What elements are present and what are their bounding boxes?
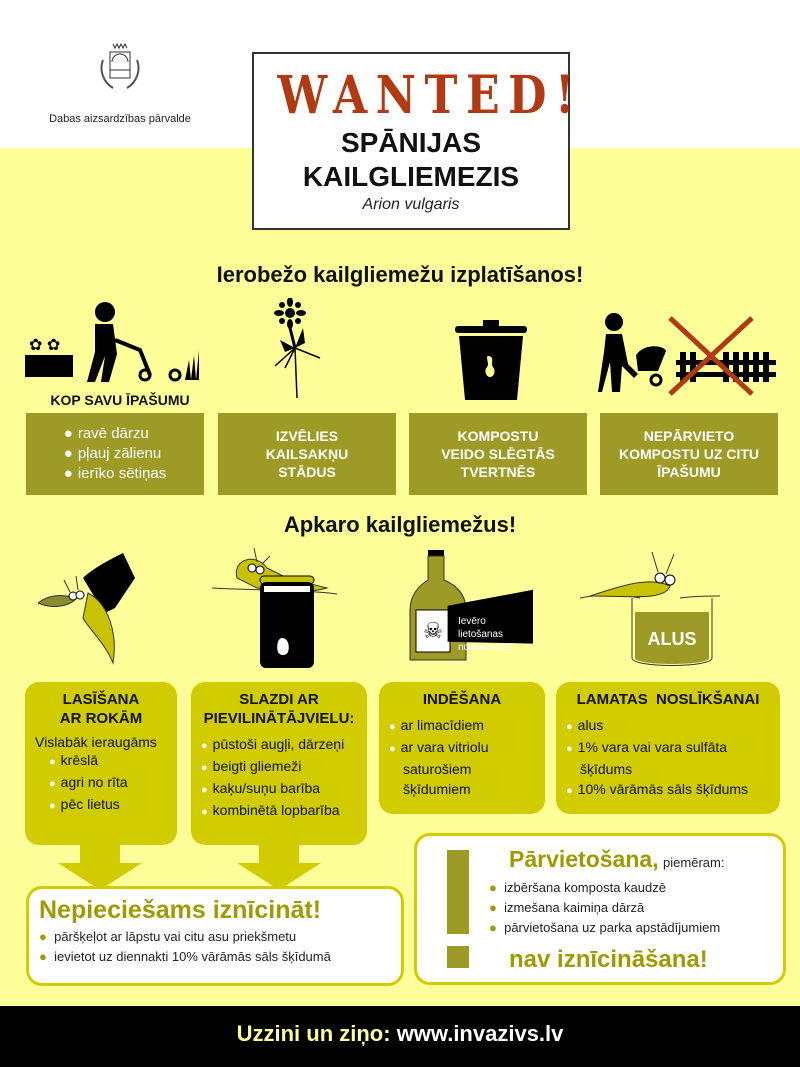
bare-root-plant-icon: [265, 298, 335, 403]
down-arrow-icon: [237, 845, 322, 890]
relocation-item: ● izmešana kaimiņa dārzā: [489, 900, 645, 915]
footer-prefix: Uzzini un ziņo:: [236, 1021, 391, 1046]
card-item: saturošiem: [403, 761, 472, 777]
property-tip: ● ravē dārzu: [64, 424, 166, 444]
lawn-mowing-icon: [25, 300, 200, 385]
down-arrow-icon: [58, 845, 143, 890]
card-item: ● kaķu/suņu barība: [201, 778, 357, 800]
box-line: KOMPOSTU UZ CITU: [619, 446, 759, 462]
hand-picking-slug-icon: [38, 548, 163, 668]
no-relocate-compost-box: [600, 413, 778, 495]
latin-name: Arion vulgaris: [362, 196, 460, 213]
poisoning-card: [379, 682, 545, 814]
species-name-2: KAILGLIEMEZIS: [302, 161, 520, 192]
card-title: LAMATAS NOSLĪKŠANAI: [576, 691, 760, 708]
control-heading: Apkaro kailgliemežus!: [283, 512, 517, 537]
card-title: SLAZDI AR: [239, 691, 319, 708]
card-item: ● ar limacīdiem: [389, 715, 535, 737]
coat-of-arms-icon: [95, 40, 145, 100]
card-item: ● pūstoši augļi, dārzeņi: [201, 734, 357, 756]
box-line: ĪPAŠUMU: [657, 464, 721, 480]
card-item: šķīdums: [580, 761, 633, 777]
card-title: INDĒŠANA: [422, 691, 502, 708]
box-line: IZVĒLIES: [275, 428, 339, 444]
box-line: NEPĀRVIETO: [643, 428, 735, 444]
prevent-heading: Ierobežo kailgliemežu izplatīšanos!: [216, 262, 584, 287]
box-line: STĀDUS: [278, 464, 336, 480]
wanted-title: WANTED!: [277, 65, 583, 126]
closed-compost-box: [409, 413, 587, 495]
card-item: ● krēslā: [49, 750, 167, 772]
card-item: ● 10% vārāmās sāls šķīdums: [566, 779, 770, 801]
property-tip: ● ierīko sētiņas: [64, 464, 166, 484]
box-line: KAILSAKŅU: [265, 446, 349, 462]
destroy-item: ● pāršķeļot ar lāpstu vai citu asu priekšmetu: [39, 929, 297, 944]
card-item: ● alus: [566, 715, 770, 737]
card-item: ● kombinētā lopbarība: [201, 800, 357, 822]
card-intro: Vislabāk ieraugāms: [35, 734, 157, 750]
property-label: KOP SAVU ĪPAŠUMU: [50, 392, 190, 408]
compost-bin-icon: [455, 318, 530, 403]
poison-label-line: Ievēro: [458, 616, 486, 627]
relocation-title-suffix: piemēram:: [663, 855, 725, 870]
poison-label-line: lietošanas: [458, 629, 504, 640]
relocation-box: [414, 833, 786, 985]
drowning-trap-card: [556, 682, 780, 814]
no-moving-compost-icon: [598, 310, 780, 400]
bare-root-box: [218, 413, 396, 495]
card-item: ● pēc lietus: [49, 794, 167, 816]
relocation-title: Pārvietošana,: [509, 846, 659, 872]
svg-text:☠: ☠: [423, 618, 443, 643]
beer-trap-icon: [580, 548, 725, 668]
species-name-1: SPĀNIJAS: [340, 127, 482, 158]
footer-link[interactable]: www.invazivs.lv: [396, 1021, 564, 1046]
card-item: ● 1% vara vai vara sulfāta: [566, 737, 770, 759]
destroy-box: [26, 886, 404, 986]
relocation-item: ● izbēršana komposta kaudzē: [489, 880, 666, 895]
card-item: šķīdumiem: [403, 781, 471, 797]
destroy-title: Nepieciešams iznīcināt!: [39, 896, 322, 924]
card-item: ● ar vara vitriolu: [389, 737, 535, 759]
footer-banner: [0, 1006, 800, 1067]
org-name: Dabas aizsardzības pārvalde: [49, 113, 191, 125]
box-line: VEIDO SLĒGTĀS: [441, 446, 555, 462]
hand-picking-card: [25, 682, 177, 845]
card-title: PIEVILINĀTĀJVIELU:: [203, 710, 355, 727]
svg-text:✿ ✿: ✿ ✿: [29, 337, 61, 354]
card-item: ● beigti gliemeži: [201, 756, 357, 778]
poison-label-line: noteikumus!: [458, 642, 512, 653]
card-title: AR ROKĀM: [59, 710, 143, 727]
poison-bottle-icon: [408, 550, 533, 662]
property-tip: ● pļauj zālienu: [64, 444, 166, 464]
org-logo: [40, 40, 200, 125]
wanted-poster: [252, 52, 583, 230]
bait-trap-icon: [212, 548, 342, 668]
property-tips-box: [26, 413, 204, 495]
bait-trap-card: [191, 682, 367, 845]
card-title: LASĪŠANA: [62, 691, 140, 708]
relocation-item: ● pārvietošana uz parka apstādījumiem: [489, 920, 721, 935]
beer-label: ALUS: [647, 629, 697, 649]
card-item: ● agri no rīta: [49, 772, 167, 794]
destroy-item: ● ievietot uz diennakti 10% vārāmās sāls šķīdumā: [39, 949, 331, 964]
relocation-conclusion: nav iznīcināšana!: [509, 946, 708, 973]
box-line: TVERTNĒS: [460, 464, 536, 480]
box-line: KOMPOSTU: [457, 428, 539, 444]
